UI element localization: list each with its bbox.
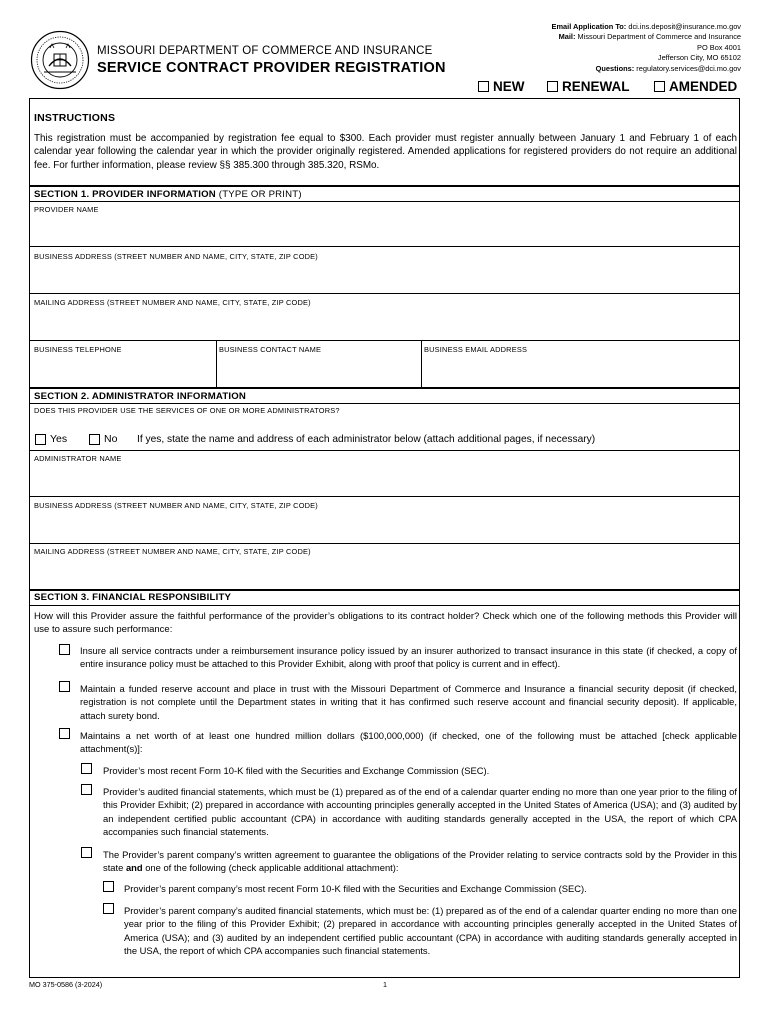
business-address-label: BUSINESS ADDRESS (STREET NUMBER AND NAME, CITY, STATE, ZIP CODE) <box>34 252 318 261</box>
financial-responsibility-intro: How will this Provider assure the faithful performance of the provider’s obligations to its contract holder? Check which one of the following methods this Provider will use to assure such performance: <box>34 611 737 636</box>
new-checkbox-box[interactable] <box>478 81 489 92</box>
business-contact-name-label: BUSINESS CONTACT NAME <box>219 345 322 354</box>
mailing-address-label: MAILING ADDRESS (STREET NUMBER AND NAME, CITY, STATE, ZIP CODE) <box>34 298 311 307</box>
business-address-field[interactable] <box>30 247 739 292</box>
no-label: No <box>104 433 118 445</box>
administrator-name-field[interactable] <box>30 451 739 496</box>
email-value: dci.ins.deposit@insurance.mo.gov <box>628 22 741 31</box>
administrator-name-label: ADMINISTRATOR NAME <box>34 454 122 463</box>
city-state-zip: Jefferson City, MO 65102 <box>657 53 741 63</box>
administrator-yes-checkbox[interactable] <box>35 432 67 446</box>
instructions-text: This registration must be accompanied by registration fee equal to $300. Each provider must register annually between January 1 and February 1 of each calendar year following the calendar year in which the provider originally registered. Amended applications for registered providers do not require an additional fee. For further information, please review §§ 385.300 through 385.320, RSMo. <box>34 133 737 171</box>
sub1-text: Provider’s most recent Form 10-K filed with the Securities and Exchange Commission (SEC). <box>103 765 490 776</box>
sub3-text <box>103 848 737 875</box>
yes-checkbox-box[interactable] <box>35 434 46 445</box>
provider-name-field[interactable] <box>30 202 739 246</box>
business-contact-name-field[interactable] <box>217 341 420 387</box>
administrator-no-checkbox[interactable] <box>89 432 117 446</box>
business-email-field[interactable] <box>422 341 739 387</box>
section1-title-text: SECTION 1. PROVIDER INFORMATION <box>34 189 216 200</box>
renewal-checkbox-box[interactable] <box>547 81 558 92</box>
sub2-checkbox[interactable] <box>81 784 92 795</box>
po-box: PO Box 4001 <box>697 42 741 52</box>
missouri-state-seal-icon <box>30 30 90 90</box>
sub3-text-a: The Provider’s parent company’s written agreement to guarantee the obligations of the Provider relating to service contracts sold by the Provider in this state <box>103 849 737 874</box>
provider-name-label: PROVIDER NAME <box>34 205 99 214</box>
subsub1-checkbox[interactable] <box>103 881 114 892</box>
sub3-checkbox[interactable] <box>81 847 92 858</box>
option3-checkbox[interactable] <box>59 728 70 739</box>
page-number: 1 <box>383 980 387 989</box>
type-renewal-checkbox[interactable] <box>547 77 630 95</box>
section1-title <box>34 189 302 200</box>
administrator-mailing-address-field[interactable] <box>30 544 739 589</box>
option1-checkbox[interactable] <box>59 644 70 655</box>
type-amended-checkbox[interactable] <box>654 77 737 95</box>
administrator-question: DOES THIS PROVIDER USE THE SERVICES OF ONE OR MORE ADMINISTRATORS? <box>34 406 340 415</box>
amended-checkbox-box[interactable] <box>654 81 665 92</box>
section-divider <box>29 185 740 187</box>
sub2-text: Provider’s audited financial statements, which must be (1) prepared as of the end of a calendar quarter ending no more than one year prior to the filing of this Provider Exhibit; (2) prepared in accordance with accounting principles generally accepted in the United States of America (USA); and (3) audited by an independent certified public accountant (CPA) in accordance with auditing standards generally accepted in the USA, the report of which CPA accompanies such financial statements. <box>103 786 737 837</box>
administrator-business-address-label: BUSINESS ADDRESS (STREET NUMBER AND NAME, CITY, STATE, ZIP CODE) <box>34 501 318 510</box>
option1-text: Insure all service contracts under a reimbursement insurance policy issued by an insurer authorized to transact insurance in this state (if checked, a copy of entire insurance policy must be attached to this Provider Exhibit, along with proof that policy is current and in effect). <box>80 645 737 670</box>
email-label: Email Application To: <box>551 22 627 31</box>
mail-label: Mail: <box>558 32 576 42</box>
business-email-label: BUSINESS EMAIL ADDRESS <box>424 345 528 354</box>
business-telephone-label: BUSINESS TELEPHONE <box>34 345 122 354</box>
no-checkbox-box[interactable] <box>89 434 100 445</box>
section1-subtitle: (TYPE OR PRINT) <box>218 189 302 200</box>
section2-title: SECTION 2. ADMINISTRATOR INFORMATION <box>34 391 247 402</box>
subsub2-checkbox[interactable] <box>103 903 114 914</box>
type-renewal-label: RENEWAL <box>562 78 630 94</box>
section-divider <box>29 387 740 389</box>
contact-info <box>552 22 741 74</box>
type-amended-label: AMENDED <box>669 78 738 94</box>
instructions-title: INSTRUCTIONS <box>34 112 116 124</box>
section-divider <box>29 589 740 591</box>
administrator-business-address-field[interactable] <box>30 497 739 542</box>
mailing-address-field[interactable] <box>30 294 739 339</box>
sub1-checkbox[interactable] <box>81 763 92 774</box>
option3-text: Maintains a net worth of at least one hundred million dollars ($100,000,000) (if checked, one of the following must be attached [check applicable attachment(s)]: <box>80 730 737 755</box>
administrator-mailing-address-label: MAILING ADDRESS (STREET NUMBER AND NAME, CITY, STATE, ZIP CODE) <box>34 547 311 556</box>
sub3-text-and: and <box>125 862 143 874</box>
option2-text: Maintain a funded reserve account and place in trust with the Missouri Department of Commerce and Insurance a financial security deposit (if checked, registration is not complete until the Department states in writing that it has confirmed such reserve account and financial security deposit). If applicable, attach surety bond. <box>80 683 737 721</box>
questions-label: Questions: <box>595 63 635 73</box>
sub3-text-b: one of the following (check applicable additional attachment): <box>145 862 399 874</box>
form-number: MO 375-0586 (3-2024) <box>29 980 103 989</box>
divider <box>29 403 740 404</box>
divider <box>29 605 740 606</box>
questions-value: regulatory.services@dci.mo.gov <box>636 63 741 73</box>
type-new-checkbox[interactable] <box>478 77 525 95</box>
subsub2-text: Provider’s parent company’s audited financial statements, which must be: (1) prepared as of the end of a calendar quarter ending no more than one year prior to the filing of this Provider Exhibit; (2) prepared in accordance with accounting principles generally accepted in the United States of America (USA); and (3) audited by an independent certified public accountant (CPA) in accordance with auditing standards generally accepted in the USA, the report of which CPA accompanies such financial statements. <box>124 905 737 956</box>
if-yes-instruction: If yes, state the name and address of each administrator below (attach additional pages, if necessary) <box>137 434 596 445</box>
mail-value: Missouri Department of Commerce and Insurance <box>577 32 741 42</box>
department-name: MISSOURI DEPARTMENT OF COMMERCE AND INSURANCE <box>97 45 433 57</box>
type-new-label: NEW <box>493 78 525 94</box>
business-telephone-field[interactable] <box>30 341 215 387</box>
form-title: SERVICE CONTRACT PROVIDER REGISTRATION <box>97 60 446 76</box>
option2-checkbox[interactable] <box>59 681 70 692</box>
yes-label: Yes <box>50 433 68 445</box>
section3-title: SECTION 3. FINANCIAL RESPONSIBILITY <box>34 592 232 603</box>
subsub1-text: Provider’s parent company’s most recent Form 10-K filed with the Securities and Exchange Commission (SEC). <box>124 883 587 894</box>
